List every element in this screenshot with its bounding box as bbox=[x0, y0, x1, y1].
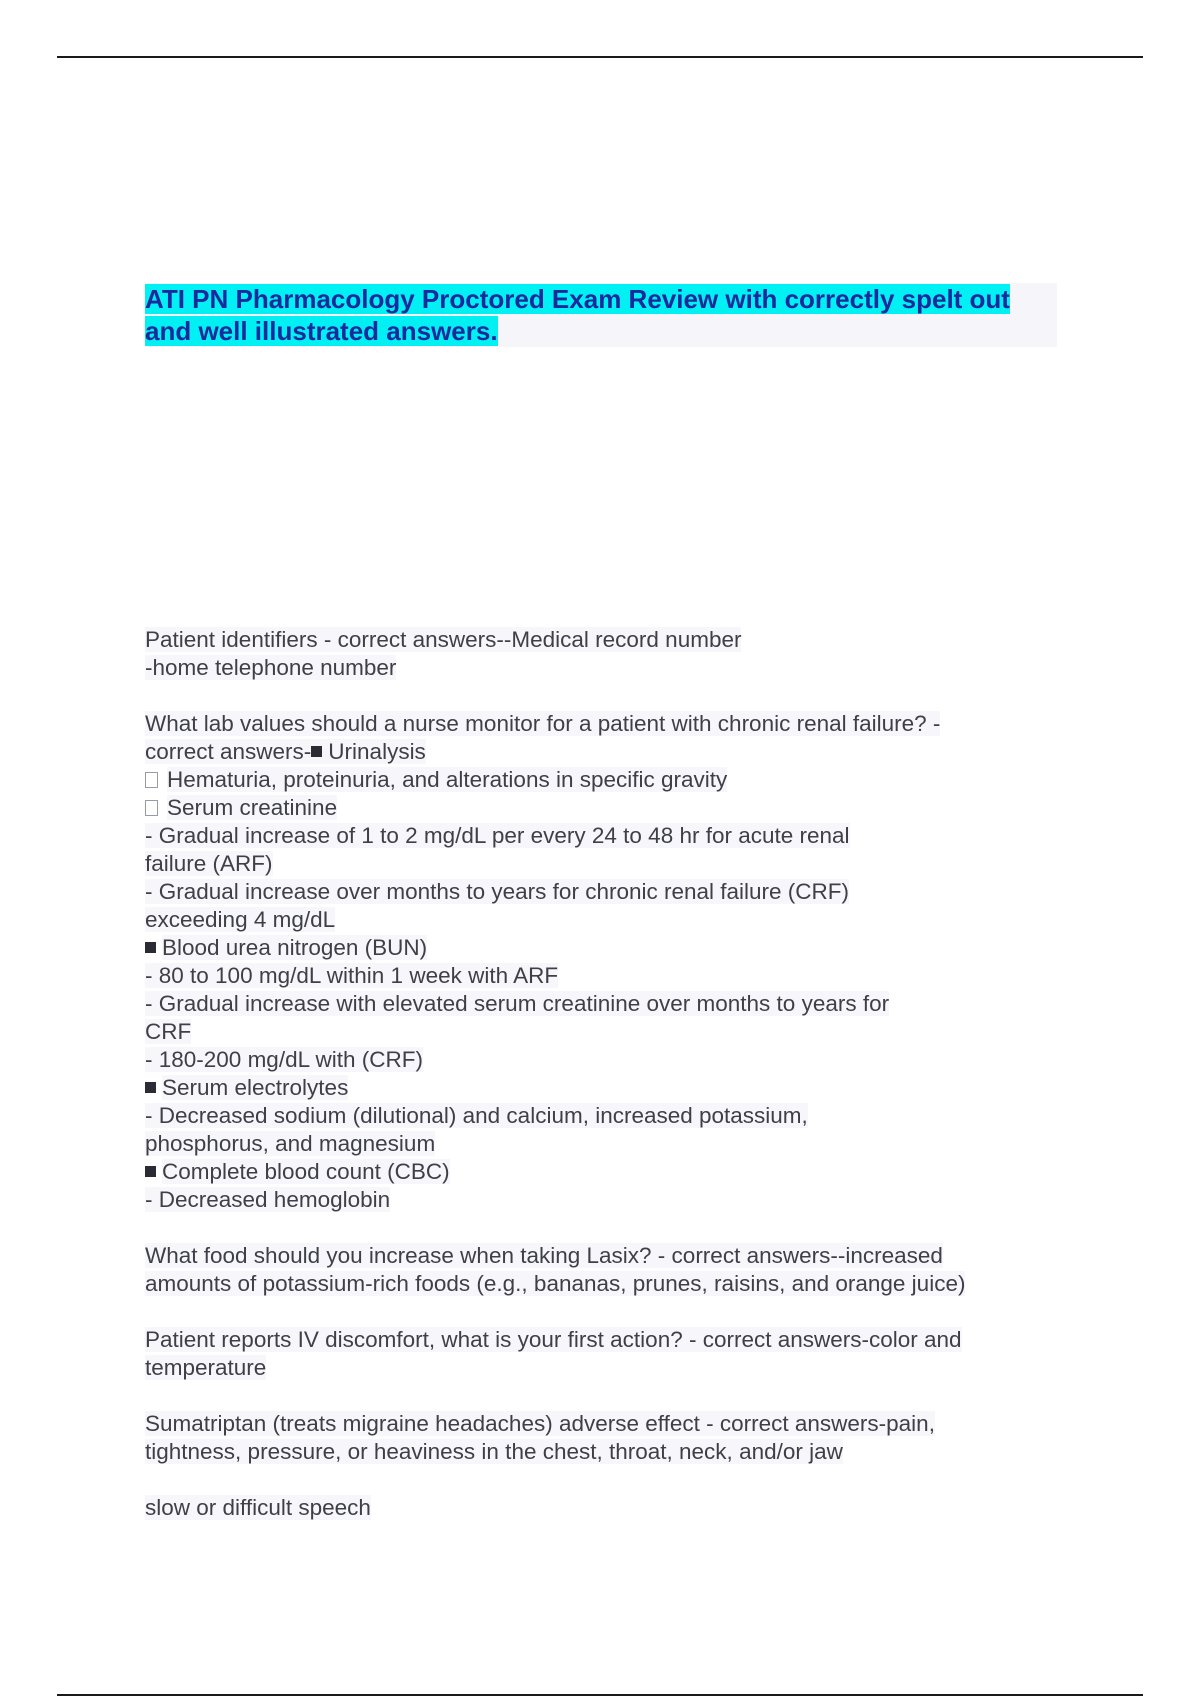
qa-line: - Gradual increase over months to years for chronic renal failure (CRF) bbox=[145, 879, 850, 904]
qa-line: - 80 to 100 mg/dL within 1 week with ARF bbox=[145, 963, 559, 988]
document-title bbox=[145, 283, 1057, 347]
square-bullet-icon bbox=[311, 746, 322, 757]
qa-line: - Decreased hemoglobin bbox=[145, 1187, 391, 1212]
qa-line: failure (ARF) bbox=[145, 851, 273, 876]
qa-line: Patient identifiers - correct answers--Medical record number bbox=[145, 627, 742, 652]
qa-line: - Gradual increase of 1 to 2 mg/dL per every 24 to 48 hr for acute renal bbox=[145, 823, 850, 848]
qa-line: slow or difficult speech bbox=[145, 1495, 371, 1520]
qa-line: - Gradual increase with elevated serum creatinine over months to years for bbox=[145, 991, 890, 1016]
qa-line: correct answers- Urinalysis bbox=[145, 739, 426, 764]
qa-line: What lab values should a nurse monitor for a patient with chronic renal failure? - bbox=[145, 711, 941, 736]
qa-line: phosphorus, and magnesium bbox=[145, 1131, 436, 1156]
title-line-1: ATI PN Pharmacology Proctored Exam Review with correctly spelt out bbox=[145, 284, 1010, 314]
qa-line: Patient reports IV discomfort, what is your first action? - correct answers-color and bbox=[145, 1327, 962, 1352]
title-line-2: and well illustrated answers. bbox=[145, 316, 498, 346]
qa-line: Sumatriptan (treats migraine headaches) adverse effect - correct answers-pain, bbox=[145, 1411, 935, 1436]
qa-line: tightness, pressure, or heaviness in the chest, throat, neck, and/or jaw bbox=[145, 1439, 843, 1464]
qa-line: temperature bbox=[145, 1355, 267, 1380]
qa-line: Hematuria, proteinuria, and alterations in specific gravity bbox=[145, 766, 1065, 794]
qa-line: Serum electrolytes bbox=[145, 1074, 1065, 1102]
header-rule bbox=[57, 56, 1143, 58]
qa-line: Blood urea nitrogen (BUN) bbox=[145, 934, 1065, 962]
qa-line: amounts of potassium-rich foods (e.g., bananas, prunes, raisins, and orange juice) bbox=[145, 1271, 966, 1296]
square-bullet-icon bbox=[145, 942, 156, 953]
qa-line: exceeding 4 mg/dL bbox=[145, 907, 336, 932]
qa-line: CRF bbox=[145, 1019, 192, 1044]
square-bullet-icon bbox=[145, 1082, 156, 1093]
qa-line: - 180-200 mg/dL with (CRF) bbox=[145, 1047, 424, 1072]
qa-line: What food should you increase when taking Lasix? - correct answers--increased bbox=[145, 1243, 943, 1268]
square-bullet-icon bbox=[145, 1166, 156, 1177]
qa-line: -home telephone number bbox=[145, 655, 397, 680]
qa-line: Complete blood count (CBC) bbox=[145, 1158, 1065, 1186]
qa-content bbox=[145, 626, 1065, 1522]
footer-rule bbox=[57, 1694, 1143, 1696]
missing-glyph-icon bbox=[145, 772, 158, 788]
missing-glyph-icon bbox=[145, 800, 158, 816]
qa-line: Serum creatinine bbox=[145, 794, 1065, 822]
qa-line: - Decreased sodium (dilutional) and calcium, increased potassium, bbox=[145, 1103, 808, 1128]
